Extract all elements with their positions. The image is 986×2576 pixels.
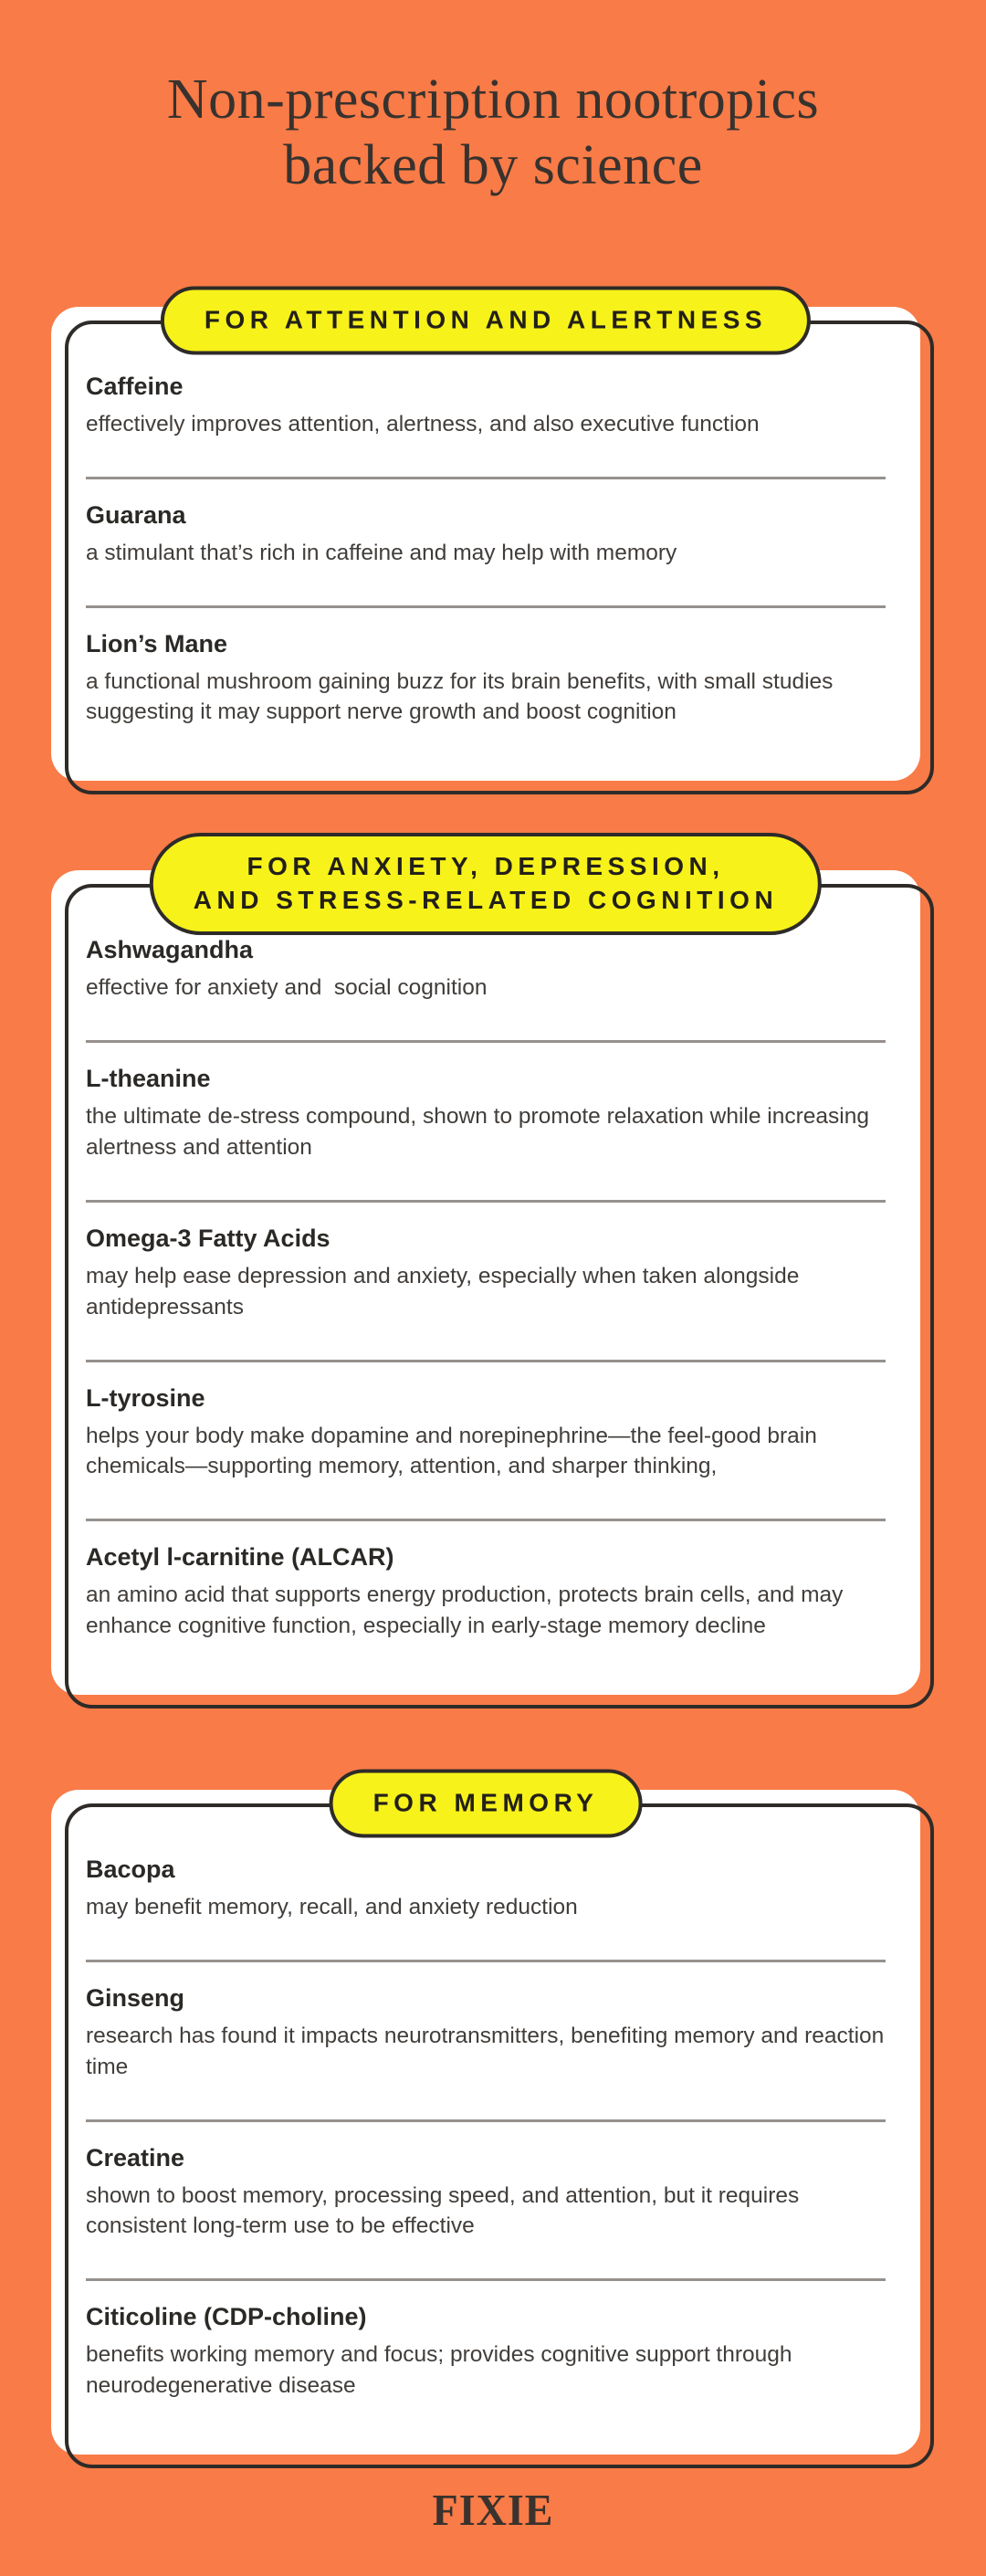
nootropic-description: a stimulant that’s rich in caffeine and may help with memory xyxy=(86,540,677,565)
nootropic-description: benefits working memory and focus; provides cognitive support through neurodegenerative disease xyxy=(86,2342,799,2399)
nootropic-item xyxy=(86,2101,886,2261)
nootropic-item xyxy=(86,1500,886,1660)
fixie-brand-logo: FIXIE xyxy=(432,2485,554,2535)
category-badge-line: FOR ATTENTION AND ALERTNESS xyxy=(204,305,768,334)
nootropic-name: Ashwagandha xyxy=(86,936,254,964)
category-section xyxy=(51,307,920,781)
nootropic-item xyxy=(86,1341,886,1501)
item-list xyxy=(86,916,886,1660)
nootropic-item xyxy=(86,1022,886,1182)
nootropic-description: effectively improves attention, alertness, and also executive function xyxy=(86,411,760,436)
item-list xyxy=(86,1835,891,2420)
header xyxy=(0,0,986,199)
footer xyxy=(0,2455,986,2576)
nootropic-description: may benefit memory, recall, and anxiety reduction xyxy=(86,1895,578,1920)
category-badge xyxy=(330,1769,643,1837)
category-card xyxy=(51,307,920,781)
category-badge-line: FOR ANXIETY, DEPRESSION, xyxy=(246,852,725,881)
nootropic-description: shown to boost memory, processing speed, and attention, but it requires consistent long-term use to be effective xyxy=(86,2182,806,2239)
item-divider xyxy=(86,1960,886,1962)
nootropic-name: Creatine xyxy=(86,2143,185,2171)
nootropic-item xyxy=(86,1835,886,1941)
item-divider xyxy=(86,2119,886,2122)
nootropic-name: Bacopa xyxy=(86,1855,175,1883)
category-badge-line: FOR MEMORY xyxy=(372,1788,599,1817)
category-section xyxy=(51,852,920,1695)
category-badge xyxy=(150,833,822,935)
nootropic-name: Guarana xyxy=(86,500,186,529)
nootropic-item xyxy=(86,1941,891,2101)
nootropic-item xyxy=(86,352,886,458)
card-wrap xyxy=(51,307,920,781)
card-wrap xyxy=(51,1790,920,2455)
category-badge-line: AND STRESS-RELATED COGNITION xyxy=(193,886,779,915)
nootropic-name: Omega-3 Fatty Acids xyxy=(86,1224,330,1252)
nootropic-item xyxy=(86,587,886,747)
nootropic-description: the ultimate de-stress compound, shown to promote relaxation while increasing alertness and attention xyxy=(86,1104,876,1161)
category-section xyxy=(51,1790,920,2455)
item-divider xyxy=(86,1360,886,1362)
nootropic-description: research has found it impacts neurotransmitters, benefiting memory and reaction time xyxy=(86,2023,891,2079)
nootropic-item xyxy=(86,2260,886,2420)
nootropic-description: effective for anxiety and social cognition xyxy=(86,975,488,1001)
item-divider xyxy=(86,605,886,608)
category-card xyxy=(51,870,920,1695)
sections-container xyxy=(0,307,986,2455)
card-wrap xyxy=(51,852,920,1695)
nootropic-description: helps your body make dopamine and norepinephrine—the feel-good brain chemicals—supporting memory, attention, and sharper thinking, xyxy=(86,1423,823,1479)
nootropic-name: L-tyrosine xyxy=(86,1383,205,1412)
category-badge xyxy=(161,286,811,354)
page-title-line-2: backed by science xyxy=(283,133,703,196)
nootropic-description: may help ease depression and anxiety, especially when taken alongside antidepressants xyxy=(86,1263,806,1320)
item-divider xyxy=(86,1519,886,1521)
item-list xyxy=(86,352,886,746)
nootropic-name: L-theanine xyxy=(86,1065,211,1093)
nootropic-name: Ginseng xyxy=(86,1983,185,2012)
nootropic-item xyxy=(86,1182,886,1341)
page-title xyxy=(0,68,986,199)
nootropic-description: a functional mushroom gaining buzz for its brain benefits, with small studies suggesting it may support nerve growth and boost cognition xyxy=(86,668,840,725)
nootropic-description: an amino acid that supports energy production, protects brain cells, and may enhance cognitive function, especially in early-stage memory decline xyxy=(86,1582,850,1639)
nootropic-name: Citicoline (CDP-choline) xyxy=(86,2303,367,2331)
nootropic-name: Caffeine xyxy=(86,372,184,400)
nootropic-name: Lion’s Mane xyxy=(86,629,228,657)
nootropic-name: Acetyl l-carnitine (ALCAR) xyxy=(86,1543,394,1572)
category-card xyxy=(51,1790,920,2455)
item-divider xyxy=(86,1200,886,1203)
item-divider xyxy=(86,1040,886,1043)
item-divider xyxy=(86,2278,886,2281)
item-divider xyxy=(86,477,886,479)
nootropic-item xyxy=(86,458,886,587)
page-title-line-1: Non-prescription nootropics xyxy=(166,68,820,131)
